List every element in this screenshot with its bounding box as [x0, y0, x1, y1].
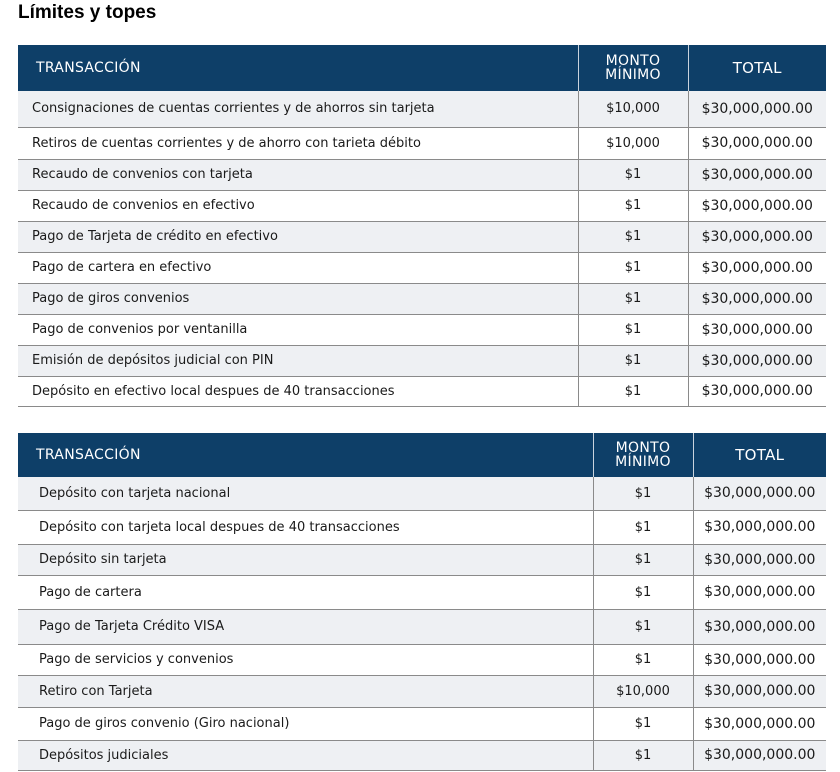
table-row — [18, 740, 826, 770]
total-cell: $30,000,000.00 — [688, 314, 826, 345]
transaction-cell: Pago de cartera — [18, 575, 593, 609]
transaction-cell: Pago de Tarjeta de crédito en efectivo — [18, 221, 578, 252]
transaction-cell: Depósito en efectivo local despues de 40 transacciones — [18, 376, 578, 406]
transaction-cell: Pago de Tarjeta Crédito VISA — [18, 609, 593, 644]
minimum-amount-cell: $1 — [578, 283, 688, 314]
total-cell: $30,000,000.00 — [688, 190, 826, 221]
table-body-2 — [18, 477, 826, 770]
header-minimum-amount — [593, 433, 693, 477]
table-row — [18, 91, 826, 127]
table-row — [18, 376, 826, 406]
transaction-cell: Retiros de cuentas corrientes y de ahorro con tarieta débito — [18, 127, 578, 159]
total-cell: $30,000,000.00 — [688, 283, 826, 314]
table-header-row — [18, 433, 826, 477]
minimum-amount-cell: $1 — [578, 376, 688, 406]
table-row — [18, 283, 826, 314]
table-row — [18, 609, 826, 644]
table-body-1 — [18, 91, 826, 406]
minimum-amount-cell: $10,000 — [578, 91, 688, 127]
table-row — [18, 644, 826, 675]
total-cell: $30,000,000.00 — [688, 252, 826, 283]
header-total: TOTAL — [693, 433, 826, 477]
table-row — [18, 252, 826, 283]
table-row — [18, 544, 826, 575]
total-cell: $30,000,000.00 — [688, 127, 826, 159]
total-cell: $30,000,000.00 — [693, 707, 826, 740]
header-minimum-line2: MÍNIMO — [605, 67, 661, 83]
transaction-cell: Pago de giros convenio (Giro nacional) — [18, 707, 593, 740]
table-row — [18, 314, 826, 345]
total-cell: $30,000,000.00 — [688, 221, 826, 252]
header-minimum-line1: MONTO — [615, 440, 671, 456]
minimum-amount-cell: $1 — [593, 644, 693, 675]
minimum-amount-cell: $1 — [578, 159, 688, 190]
transaction-cell: Pago de giros convenios — [18, 283, 578, 314]
transaction-cell: Pago de servicios y convenios — [18, 644, 593, 675]
total-cell: $30,000,000.00 — [688, 159, 826, 190]
minimum-amount-cell: $1 — [593, 510, 693, 544]
table-row — [18, 159, 826, 190]
minimum-amount-cell: $1 — [593, 477, 693, 510]
table-header-row — [18, 45, 826, 91]
minimum-amount-cell: $1 — [593, 544, 693, 575]
minimum-amount-cell: $1 — [578, 252, 688, 283]
header-minimum-line1: MONTO — [605, 53, 661, 69]
minimum-amount-cell: $1 — [578, 345, 688, 376]
total-cell: $30,000,000.00 — [693, 575, 826, 609]
total-cell: $30,000,000.00 — [693, 644, 826, 675]
total-cell: $30,000,000.00 — [693, 609, 826, 644]
transaction-cell: Depósitos judiciales — [18, 740, 593, 770]
transaction-cell: Depósito con tarjeta local despues de 40 transacciones — [18, 510, 593, 544]
transaction-cell: Emisión de depósitos judicial con PIN — [18, 345, 578, 376]
header-minimum-amount — [578, 45, 688, 91]
table-row — [18, 575, 826, 609]
header-minimum-line2: MÍNIMO — [615, 454, 671, 470]
total-cell: $30,000,000.00 — [693, 740, 826, 770]
minimum-amount-cell: $1 — [593, 575, 693, 609]
total-cell: $30,000,000.00 — [693, 675, 826, 707]
table-row — [18, 675, 826, 707]
transaction-cell: Pago de cartera en efectivo — [18, 252, 578, 283]
limits-table-1 — [18, 45, 826, 407]
page-title: Límites y topes — [18, 2, 157, 23]
minimum-amount-cell: $1 — [578, 314, 688, 345]
transaction-cell: Consignaciones de cuentas corrientes y de ahorros sin tarjeta — [18, 91, 578, 127]
table-row — [18, 510, 826, 544]
total-cell: $30,000,000.00 — [693, 477, 826, 510]
minimum-amount-cell: $10,000 — [593, 675, 693, 707]
table-row — [18, 127, 826, 159]
minimum-amount-cell: $1 — [593, 707, 693, 740]
minimum-amount-cell: $1 — [578, 221, 688, 252]
limits-table-2 — [18, 433, 826, 771]
total-cell: $30,000,000.00 — [688, 345, 826, 376]
transaction-cell: Depósito con tarjeta nacional — [18, 477, 593, 510]
minimum-amount-cell: $1 — [593, 609, 693, 644]
table-row — [18, 345, 826, 376]
header-transaction: TRANSACCIÓN — [18, 45, 578, 91]
header-transaction: TRANSACCIÓN — [18, 433, 593, 477]
table-row — [18, 707, 826, 740]
total-cell: $30,000,000.00 — [693, 510, 826, 544]
header-total: TOTAL — [688, 45, 826, 91]
total-cell: $30,000,000.00 — [688, 91, 826, 127]
transaction-cell: Recaudo de convenios con tarjeta — [18, 159, 578, 190]
table-row — [18, 221, 826, 252]
total-cell: $30,000,000.00 — [693, 544, 826, 575]
transaction-cell: Pago de convenios por ventanilla — [18, 314, 578, 345]
transaction-cell: Recaudo de convenios en efectivo — [18, 190, 578, 221]
table-row — [18, 477, 826, 510]
minimum-amount-cell: $10,000 — [578, 127, 688, 159]
total-cell: $30,000,000.00 — [688, 376, 826, 406]
transaction-cell: Retiro con Tarjeta — [18, 675, 593, 707]
table-row — [18, 190, 826, 221]
transaction-cell: Depósito sin tarjeta — [18, 544, 593, 575]
minimum-amount-cell: $1 — [593, 740, 693, 770]
minimum-amount-cell: $1 — [578, 190, 688, 221]
